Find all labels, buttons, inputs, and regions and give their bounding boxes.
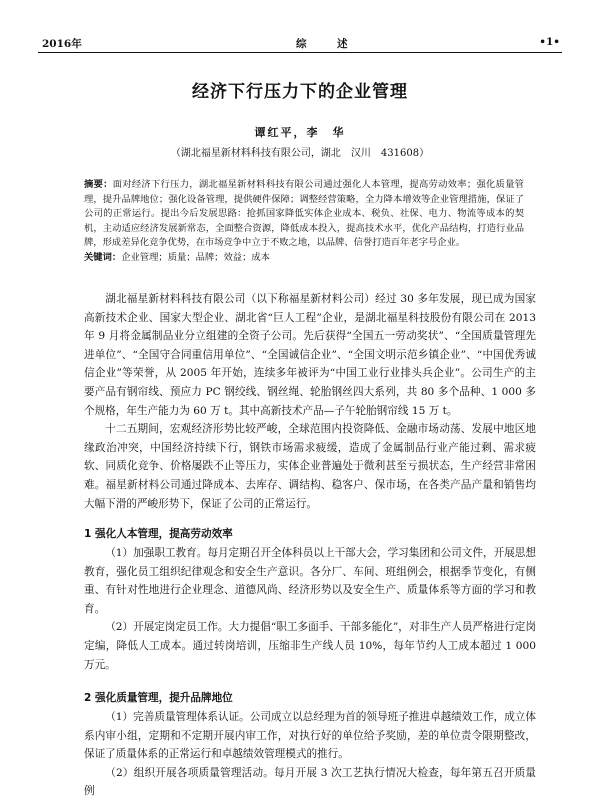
abstract-text: 面对经济下行压力，湖北福星新材料科技有限公司通过强化人本管理，提高劳动效率；强化质量管理，提升品牌地位；强化设备管理，提供硬件保障；调整经营策略，全力降本增效等企业管理措施，保证了公司的正常运行。提出今后发展思路：抢抓国家降低实体企业成本、税负、社保、电力、物流等成本的契机，主动适应经济发展新常态，全面整合资源，降低成本投入，提高技术水平，优化产品结构，打造行业品牌，形成差异化竞争优势，在市场竞争中立于不败之地，以品牌、信誉打造百年老字号企业。 [84,179,524,249]
section-1-heading: 1 强化人本管理，提高劳动效率 [84,528,233,540]
abstract-label: 摘要： [84,179,113,190]
header-section: 综 述 [296,38,358,50]
intro-section [84,290,536,513]
section-2-heading: 2 强化质量管理，提升品牌地位 [84,692,233,704]
section-1-paragraph: （2）开展定岗定员工作。大力提倡“职工多面手、干部多能化”，对非生产人员严格进行定岗定编，降低人工成本。通过转岗培训，压缩非生产线人员 10%，每年节约人工成本超过 1 000 万元。 [84,621,536,671]
running-header [38,34,562,53]
article-title: 经济下行压力下的企业管理 [192,82,408,102]
abstract [84,178,524,266]
article-affiliation: （湖北福星新材料科技有限公司，湖北 汉川 431608） [170,148,430,159]
intro-paragraph: 十二五期间，宏观经济形势比较严峻，全球范围内投资降低、金融市场动荡、发展中地区地缘政治冲突，中国经济持续下行，钢铁市场需求疲缓，造成了金属制品行业产能过剩、需求疲软、同质化竞争、价格屡跌不止等压力，实体企业普遍处于微利甚至亏损状态，生产经营非常困难。福星新材料公司通过降成本、去库存、调结构、稳客户、保市场，在各类产品产量和销售均大幅下滑的严峻形势下，保证了公司的正常运行。 [84,423,536,510]
section-1-paragraph: （1）加强职工教育。每月定期召开全体科员以上干部大会，学习集团和公司文件，开展思想教育，强化员工组织纪律观念和安全生产意识。各分厂、车间、班组例会，根据季节变化，有侧重、有针对性地进行企业理念、道德风尚、经济形势以及安全生产、质量体系等方面的学习和教育。 [84,547,536,615]
header-page-number: •1• [539,36,560,48]
intro-paragraph: 湖北福星新材料科技有限公司（以下称福星新材料公司）经过 30 多年发展，现已成为国家高新技术企业、国家大型企业、湖北省“巨人工程”企业，是湖北福星科技股份有限公司在 2013 年 9 月将金属制品业分立组建的全资子公司。先后获得“全国五一劳动奖状”、“全国质量管理先进单位”、“全国守合同重信用单位”、“全国诚信企业”、“全国文明示范乡镇企业”、“中国优秀诚信企业”等荣誉，从 2005 年开始，连续多年被评为“中国工业行业排头兵企业”。公司生产的主要产品有钢帘线、预应力 PC 钢绞线、钢丝绳、轮胎钢丝四大系列，共 80 多个品种、1 000 多个规格，年生产能力为 60 万 t。其中高新技术产品—子午轮胎钢帘线 15 万 t。 [84,293,536,417]
header-year: 2016年 [42,38,82,50]
section-2-paragraph: （1）完善质量管理体系认证。公司成立以总经理为首的领导班子推进卓越绩效工作，成立体系内审小组，定期和不定期开展内审工作，对执行好的单位给予奖励，差的单位责令限期整改，保证了质量体系的正常运行和卓越绩效管理模式的推行。 [84,711,536,761]
keywords-text: 企业管理；质量；品牌；效益；成本 [121,251,270,263]
section-2-body [84,708,536,801]
keywords-label: 关键词： [84,251,122,263]
section-1-body [84,544,536,674]
article-authors: 谭红平，李 华 [254,126,346,139]
section-2-paragraph: （2）组织开展各项质量管理活动。每月开展 3 次工艺执行情况大检查，每年第五召开质量例 [84,766,536,798]
